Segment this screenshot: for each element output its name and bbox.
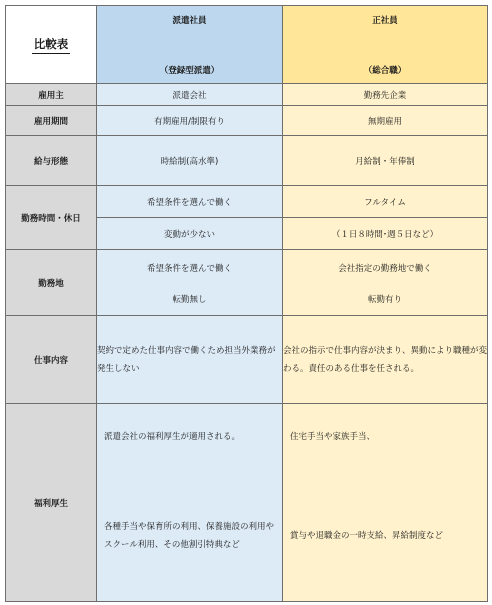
column-header-dispatch xyxy=(97,6,283,84)
cell-period-dispatch: 有期雇用/制限有り xyxy=(97,106,283,136)
cell-employer-regular: 勤務先企業 xyxy=(283,84,488,106)
cell-welfare-regular-1: 住宅手当や家族手当、 xyxy=(290,432,376,442)
cell-hours-dispatch-2: 変動が少ない xyxy=(97,218,283,250)
cell-welfare-regular-2: 賞与や退職金の一時支給、昇給制度など xyxy=(290,530,444,541)
column-title-dispatch: 派遣社員 xyxy=(172,15,207,26)
cell-place-dispatch xyxy=(97,250,283,316)
cell-welfare-dispatch xyxy=(97,404,283,602)
row-header-employer: 雇用主 xyxy=(6,84,97,106)
row-header-pay: 給与形態 xyxy=(6,136,97,186)
row-header-welfare: 福利厚生 xyxy=(6,404,97,602)
cell-pay-dispatch: 時給制(高水準) xyxy=(97,136,283,186)
cell-work-dispatch: 契約で定めた仕事内容で働くため担当外業務が発生しない xyxy=(97,316,283,404)
cell-employer-dispatch: 派遣会社 xyxy=(97,84,283,106)
column-subtitle-regular: （総合職） xyxy=(363,65,407,76)
cell-place-dispatch-line1: 希望条件を選んで働く xyxy=(146,264,232,274)
column-subtitle-dispatch: （登録型派遣） xyxy=(159,65,220,76)
cell-welfare-regular xyxy=(283,404,488,602)
column-title-regular: 正社員 xyxy=(372,15,398,26)
row-header-work: 仕事内容 xyxy=(6,316,97,404)
cell-work-regular: 会社の指示で仕事内容が決まり、異動により職種が変わる。責任のある仕事を任される。 xyxy=(283,316,488,404)
cell-place-regular xyxy=(283,250,488,316)
cell-hours-regular-1: フルタイム xyxy=(283,186,488,218)
cell-hours-dispatch-1: 希望条件を選んで働く xyxy=(97,186,283,218)
column-header-regular xyxy=(283,6,488,84)
cell-pay-regular: 月給制・年俸制 xyxy=(283,136,488,186)
table-title: 比較表 xyxy=(32,36,71,54)
cell-period-regular: 無期雇用 xyxy=(283,106,488,136)
cell-place-dispatch-line2: 転勤無し xyxy=(172,295,207,305)
row-header-hours: 勤務時間・休日 xyxy=(6,186,97,250)
cell-place-regular-line1: 会社指定の勤務地で働く xyxy=(338,264,432,274)
comparison-table xyxy=(5,5,488,602)
cell-welfare-dispatch-1: 派遣会社の福利厚生が適用される。 xyxy=(104,432,241,442)
cell-place-regular-line2: 転勤有り xyxy=(367,295,402,305)
cell-welfare-dispatch-2: 各種手当や保育所の利用、保養施設の利用やスクール利用、その他割引特典など xyxy=(104,521,275,550)
cell-hours-regular-2: （１日８時間･週５日など） xyxy=(283,218,488,250)
row-header-place: 勤務地 xyxy=(6,250,97,316)
row-header-period: 雇用期間 xyxy=(6,106,97,136)
corner-cell xyxy=(6,6,97,84)
